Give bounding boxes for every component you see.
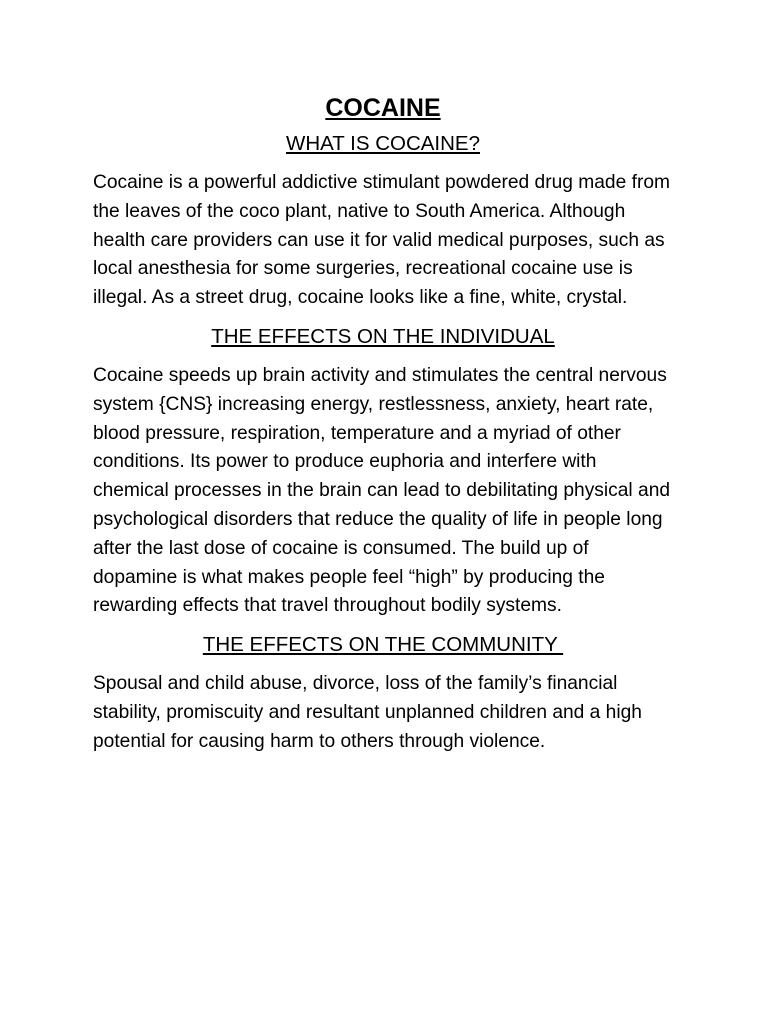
section-heading-effects-community: THE EFFECTS ON THE COMMUNITY <box>202 633 564 657</box>
document-content <box>93 92 673 757</box>
section-body-what-is-cocaine: Cocaine is a powerful addictive stimulant powdered drug made from the leaves of the coco plant, native to South America. Although health care providers can use it for valid medical purposes, such as local anesthesia for some surgeries, recreational cocaine use is illegal. As a street drug, cocaine looks like a fine, white, crystal. <box>93 172 670 309</box>
section-heading-what-is-cocaine: WHAT IS COCAINE? <box>285 132 481 155</box>
section-heading-effects-individual: THE EFFECTS ON THE INDIVIDUAL <box>211 324 555 348</box>
document-title: COCAINE <box>325 94 441 122</box>
section-body-effects-community: Spousal and child abuse, divorce, loss of the family’s financial stability, promiscuity and resultant unplanned children and a high potential for causing harm to others through violence. <box>93 673 642 752</box>
section-body-effects-individual: Cocaine speeds up brain activity and stimulates the central nervous system {CNS} increasing energy, restlessness, anxiety, heart rate, blood pressure, respiration, temperature and a myriad of other conditions. Its power to produce euphoria and interfere with chemical processes in the brain can lead to debilitating physical and psychological disorders that reduce the quality of life in people long after the last dose of cocaine is consumed. The build up of dopamine is what makes people feel “high” by producing the rewarding effects that travel throughout bodily systems. <box>93 364 671 617</box>
